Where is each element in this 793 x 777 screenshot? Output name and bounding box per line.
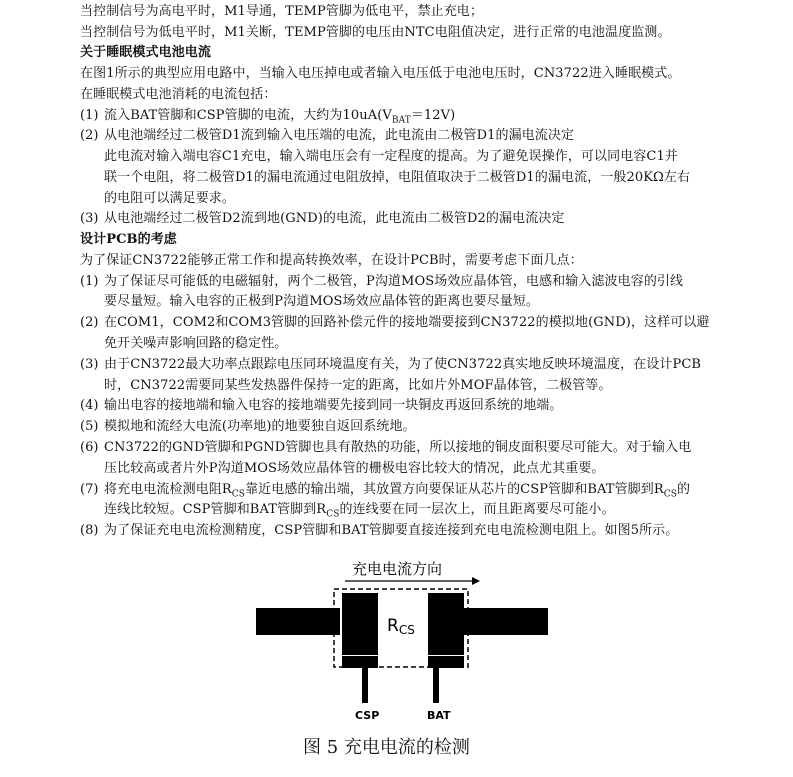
- bat-lead: [433, 668, 439, 703]
- left-pad: [342, 593, 378, 655]
- resistor-label-main: R: [387, 616, 399, 636]
- figure-caption: 图 5 充电电流的检测: [303, 737, 470, 758]
- pcb-item-number: (1): [80, 274, 99, 289]
- intro-line-1: 当控制信号为高电平时，M1导通，TEMP管脚为低电平，禁止充电；: [80, 4, 484, 19]
- pcb-item-text: CN3722的GND管脚和PGND管脚也具有散热的功能，所以接地的铜皮面积要尽可能大。对于输入电: [104, 440, 692, 455]
- pcb-item-number: (8): [80, 523, 99, 538]
- pcb-item-text-post: 的连线要在同一层次上，而且距离要尽可能小。: [339, 502, 615, 517]
- subscript-cs: CS: [231, 489, 246, 500]
- sleep-heading: 关于睡眠模式电池电流: [80, 45, 212, 60]
- sleep-item-text: 联一个电阻，将二极管D1的漏电流通过电阻放掉，电阻值取决于二极管D1的漏电流，一般20KΩ左右: [104, 170, 691, 185]
- pcb-item-number: (7): [80, 482, 99, 497]
- sleep-item-text: 的电阻可以满足要求。: [104, 191, 236, 206]
- arrow-label: 充电电流方向: [352, 560, 443, 578]
- pcb-item-text: 压比较高或者片外P沟道MOS场效应晶体管的栅极电容比较大的情况，此点尤其重要。: [104, 461, 605, 476]
- csp-pin-label: CSP: [355, 709, 380, 722]
- bat-pin-label: BAT: [427, 709, 451, 722]
- pcb-item-text: 模拟地和流经大电流(功率地)的地要独自返回系统地。: [104, 419, 416, 434]
- sleep-item-text-pre: 流入BAT管脚和CSP管脚的电流，大约为10uA(V: [104, 108, 392, 123]
- pcb-item-text: 在COM1，COM2和COM3管脚的回路补偿元件的接地端要接到CN3722的模拟地(GND)，这样可以避: [104, 315, 710, 330]
- pcb-heading: 设计PCB的考虑: [80, 232, 177, 247]
- right-pad: [428, 593, 464, 655]
- sleep-item-text: 此电流对输入端电容C1充电，输入端电压会有一定程度的提高。为了避免误操作，可以同电容C1并: [104, 149, 678, 164]
- pcb-item-number: (6): [80, 440, 99, 455]
- pcb-item-number: (2): [80, 315, 99, 330]
- csp-lead: [362, 668, 368, 703]
- pcb-item-text-pre: 连线比较短。CSP管脚和BAT管脚到R: [104, 502, 327, 517]
- right-pad-bottom: [428, 656, 464, 668]
- pcb-item-number: (3): [80, 357, 99, 372]
- intro-line-2: 当控制信号为低电平时，M1关断，TEMP管脚的电压由NTC电阻值决定，进行正常的电池温度监测。: [80, 25, 671, 40]
- subscript-cs: CS: [326, 509, 340, 520]
- sleep-paragraph-1: 在图1所示的典型应用电路中，当输入电压掉电或者输入电压低于电池电压时，CN3722进入睡眠模式。: [80, 66, 681, 81]
- arrowhead-icon: [472, 577, 480, 585]
- resistor-label-sub: CS: [398, 623, 415, 637]
- sleep-item-number: (2): [80, 128, 99, 143]
- pcb-intro: 为了保证CN3722能够正常工作和提高转换效率，在设计PCB时，需要考虑下面几点：: [80, 253, 583, 268]
- pcb-item-text-pre: 将充电电流检测电阻R: [104, 482, 232, 497]
- pcb-item-text: 由于CN3722最大功率点跟踪电压同环境温度有关，为了使CN3722真实地反映环境温度，在设计PCB: [104, 357, 702, 372]
- pcb-item-text: 时，CN3722需要同某些发热器件保持一定的距离，比如片外MOF晶体管，二极管等。: [104, 378, 612, 393]
- sleep-item-text: 从电池端经过二极管D1流到输入电压端的电流，此电流由二极管D1的漏电流决定: [104, 128, 575, 143]
- left-trace: [256, 608, 340, 635]
- left-pad-bottom: [342, 656, 378, 668]
- pcb-item-text: 免开关噪声影响回路的稳定性。: [104, 336, 288, 351]
- subscript-bat: BAT: [391, 115, 411, 126]
- sleep-paragraph-2: 在睡眠模式电池消耗的电流包括：: [80, 87, 277, 102]
- sleep-item-text-post: ＝12V): [410, 108, 456, 123]
- pcb-item-number: (4): [80, 398, 99, 413]
- pcb-item-text: 输出电容的接地端和输入电容的接地端要先接到同一块铜皮再返回系统的地端。: [104, 398, 563, 413]
- subscript-cs: CS: [663, 489, 678, 500]
- sleep-item-number: (3): [80, 211, 99, 226]
- pcb-item-text-mid: 靠近电感的输出端，其放置方向要保证从芯片的CSP管脚和BAT管脚到R: [245, 482, 664, 497]
- sleep-item-text: 从电池端经过二极管D2流到地(GND)的电流，此电流由二极管D2的漏电流决定: [104, 211, 565, 226]
- pcb-item-number: (5): [80, 419, 99, 434]
- pcb-item-text: 为了保证尽可能低的电磁辐射，两个二极管，P沟道MOS场效应晶体管，电感和输入滤波电容的引线: [104, 274, 684, 289]
- sleep-item-number: (1): [80, 108, 99, 123]
- right-trace: [463, 608, 548, 635]
- resistor-label: [387, 616, 415, 637]
- pcb-item-text-post: 的: [677, 482, 691, 497]
- pcb-item-text: 要尽量短。输入电容的正极到P沟道MOS场效应晶体管的距离也要尽量短。: [104, 294, 540, 309]
- pcb-item-text: 为了保证充电电流检测精度，CSP管脚和BAT管脚要直接连接到充电电流检测电阻上。如图5所示。: [104, 523, 679, 538]
